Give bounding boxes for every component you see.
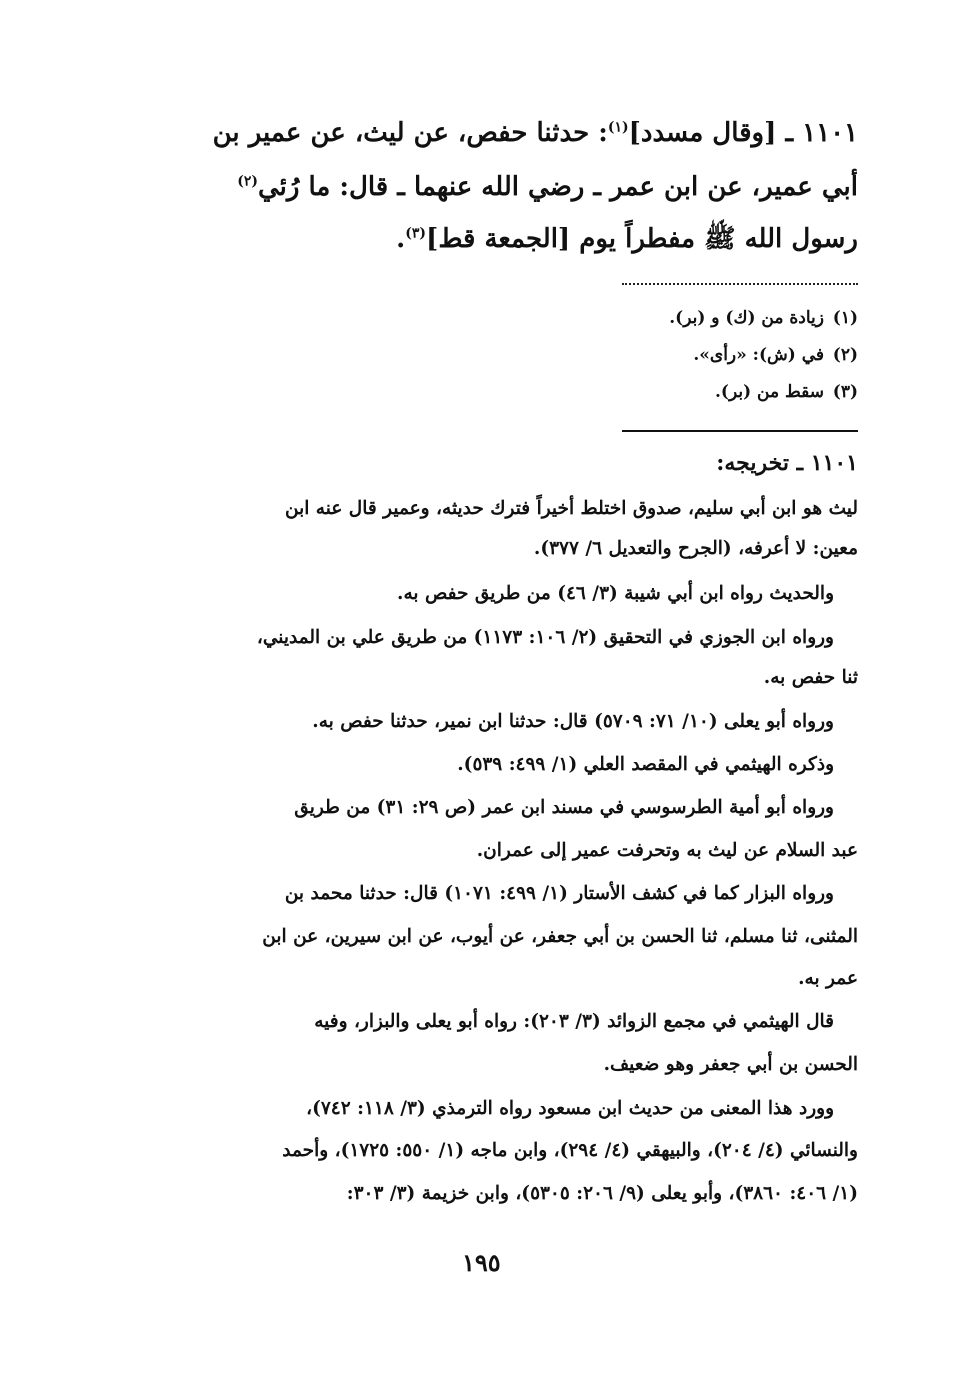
takhrij-line-14: الحسن بن أبي جعفر وهو ضعيف. [603, 1054, 858, 1075]
footnote-3 [715, 382, 858, 402]
footnote-number: (١) [832, 308, 858, 328]
footnote-2 [693, 345, 858, 365]
footnote-number: (٣) [832, 382, 858, 402]
hadith-line-1 [213, 118, 858, 148]
footnote-text: سقط من (بر). [715, 382, 824, 402]
hadith-line-2 [237, 172, 858, 202]
takhrij-line-17: (١/ ٤٠٦: ٣٨٦٠)، وأبو يعلى (٩/ ٢٠٦: ٥٣٠٥)، وابن خزيمة (٣/ ٣٠٣: [346, 1183, 858, 1204]
takhrij-line-8: ورواه أبو أمية الطرسوسي في مسند ابن عمر (ص ٢٩: ٣١) من طريق [294, 797, 834, 818]
takhrij-line-15: وورد هذا المعنى من حديث ابن مسعود رواه الترمذي (٣/ ١١٨: ٧٤٢)، [306, 1098, 834, 1119]
takhrij-line-16: والنسائي (٤/ ٢٠٤)، والبيهقي (٤/ ٢٩٤)، وابن ماجه (١/ ٥٥٠: ١٧٢٥)، وأحمد [282, 1140, 858, 1161]
footnote-number: (٢) [832, 345, 858, 365]
takhrij-line-5: ثنا حفص به. [763, 667, 858, 688]
takhrij-line-6: ورواه أبو يعلى (١٠/ ٧١: ٥٧٠٩) قال: حدثنا ابن نمير، حدثنا حفص به. [312, 711, 834, 732]
takhrij-line-7: وذكره الهيثمي في المقصد العلي (١/ ٤٩٩: ٥٣٩). [457, 754, 834, 775]
takhrij-line-13: قال الهيثمي في مجمع الزوائد (٣/ ٢٠٣): رواه أبو يعلى والبزار، وفيه [314, 1011, 834, 1032]
takhrij-line-4: ورواه ابن الجوزي في التحقيق (٢/ ١٠٦: ١١٧٣) من طريق علي بن المديني، [256, 627, 834, 648]
page-number: ١٩٥ [462, 1248, 501, 1277]
takhrij-line-9: عبد السلام عن ليث به وتحرفت عمير إلى عمران. [476, 840, 858, 861]
takhrij-line-12: عمر به. [798, 968, 858, 989]
takhrij-line-1: ليث هو ابن أبي سليم، صدوق اختلط أخيراً فترك حديثه، وعمير قال عنه ابن [285, 498, 858, 519]
takhrij-line-10: ورواه البزار كما في كشف الأستار (١/ ٤٩٩: ١٠٧١) قال: حدثنا محمد بن [284, 883, 834, 904]
takhrij-line-3: والحديث رواه ابن أبي شيبة (٣/ ٤٦) من طريق حفص به. [397, 583, 834, 604]
hadith-line-2-text: أبي عمير، عن ابن عمر ـ رضي الله عنهما ـ قال: ما رُئي [257, 172, 858, 202]
takhrij-line-11: المثنى، ثنا مسلم، ثنا الحسن بن أبي جعفر، عن أيوب، عن ابن سيرين، عن ابن [262, 926, 858, 947]
footnote-1 [669, 308, 858, 328]
footnote-text: زيادة من (ك) و (بر). [669, 308, 824, 328]
footnote-text: في (ش): «رأى». [693, 345, 824, 365]
takhrij-line-2: معين: لا أعرفه، (الجرح والتعديل ٦/ ٣٧٧). [533, 538, 858, 559]
hadith-line-3-text: رسول الله ﷺ مفطراً يوم [الجمعة قط] [426, 224, 858, 254]
hadith-line-1-rest: : حدثنا حفص، عن ليث، عن عمير بن [212, 118, 608, 148]
footnote-ref-2: (٢) [237, 173, 258, 190]
section-rule [622, 430, 858, 432]
hadith-number: ١١٠١ [802, 118, 858, 148]
footnote-ref-1: (١) [607, 119, 629, 136]
hadith-line-1-text: ـ [وقال مسدد] [628, 118, 794, 148]
hadith-line-3 [396, 222, 858, 260]
footnote-ref-3: (٣) [405, 225, 427, 242]
dotted-separator [622, 283, 858, 285]
takhrij-heading: ١١٠١ ـ تخريجه: [716, 450, 858, 476]
hadith-line-3-end: . [396, 224, 406, 254]
